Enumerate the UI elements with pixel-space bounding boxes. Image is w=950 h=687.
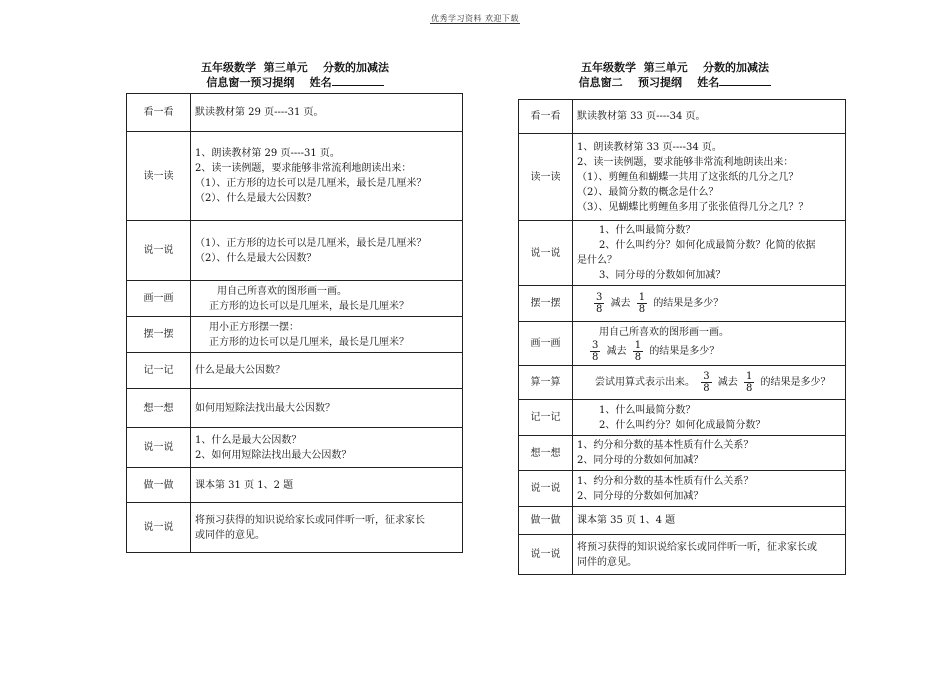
table-row <box>519 471 846 507</box>
row-label: 想一想 <box>127 389 191 428</box>
row-content: 1、约分和分数的基本性质有什么关系？ 2、同分母的分数如何加减？ <box>573 471 846 507</box>
table-row <box>519 322 846 366</box>
row-label: 看一看 <box>519 100 573 134</box>
name-blank <box>719 75 771 86</box>
row-content: 默读教材第 29 页----31 页。 <box>191 94 463 132</box>
row-label: 说一说 <box>519 221 573 286</box>
table-row <box>519 221 846 286</box>
table-row <box>127 281 463 317</box>
fraction-one-eighth: $\frac{1}{8}$ <box>634 339 642 363</box>
row-content: 将预习获得的知识说给家长或同伴听一听，征求家长或 同伴的意见。 <box>573 535 846 575</box>
row-content: 如何用短除法找出最大公因数？ <box>191 389 463 428</box>
row-content: 1、什么是最大公因数？ 2、如何用短除法找出最大公因数？ <box>191 428 463 468</box>
table-row <box>519 286 846 322</box>
table-row <box>127 353 463 389</box>
row-label: 摆一摆 <box>127 317 191 353</box>
row-content: 1、约分和分数的基本性质有什么关系？ 2、同分母的分数如何加减？ <box>573 436 846 471</box>
table-row <box>519 535 846 575</box>
row-label: 看一看 <box>127 94 191 132</box>
row-content: 1、什么叫最简分数？ 2、什么叫约分？如何化成最简分数？化简的依据 是什么？ 3、同分母的分数如何加减？ <box>573 221 846 286</box>
table-row <box>127 94 463 132</box>
row-content: 用自己所喜欢的图形画一画。 正方形的边长可以是几厘米，最长是几厘米？ <box>191 281 463 317</box>
table-row <box>519 436 846 471</box>
row-label: 说一说 <box>127 428 191 468</box>
left-subtitle: 信息窗一预习提纲 姓名 <box>130 75 460 90</box>
table-row <box>127 468 463 503</box>
row-label: 做一做 <box>127 468 191 503</box>
row-content: 课本第 31 页 1、2 题 <box>191 468 463 503</box>
left-heading <box>130 60 460 90</box>
right-subtitle: 信息窗二 预习提纲 姓名 <box>505 75 845 90</box>
right-outline-table <box>518 99 846 575</box>
table-row <box>127 317 463 353</box>
table-row <box>519 507 846 535</box>
row-label: 想一想 <box>519 436 573 471</box>
right-heading <box>505 60 845 90</box>
fraction-three-eighths: $\frac{3}{8}$ <box>703 371 710 394</box>
table-row <box>519 400 846 436</box>
row-content: 课本第 35 页 1、4 题 <box>573 507 846 535</box>
row-content: 1、什么叫最简分数？ 2、什么叫约分？如何化成最简分数？ <box>573 400 846 436</box>
table-row <box>127 389 463 428</box>
row-label: 画一画 <box>127 281 191 317</box>
right-title: 五年级数学 第三单元 分数的加减法 <box>581 61 769 74</box>
page-header-note: 优秀学习资料 欢迎下载 <box>430 14 520 23</box>
row-label: 画一画 <box>519 322 573 366</box>
row-label: 读一读 <box>127 132 191 221</box>
fraction-three-eighths: $\frac{3}{8}$ <box>592 339 599 363</box>
row-content: $\frac{3}{8}$ 减去 $\frac{1}{8}$ 的结果是多少？ <box>573 286 846 322</box>
table-row <box>127 428 463 468</box>
fraction-three-eighths: $\frac{3}{8}$ <box>596 292 603 315</box>
row-label: 算一算 <box>519 366 573 400</box>
row-label: 说一说 <box>519 471 573 507</box>
table-row <box>127 221 463 281</box>
fraction-one-eighth: $\frac{1}{8}$ <box>638 292 646 315</box>
row-content: 用小正方形摆一摆： 正方形的边长可以是几厘米，最长是几厘米？ <box>191 317 463 353</box>
table-row <box>127 503 463 553</box>
row-content: 将预习获得的知识说给家长或同伴听一听，征求家长 或同伴的意见。 <box>191 503 463 553</box>
row-content: 什么是最大公因数？ <box>191 353 463 389</box>
row-content: 用自己所喜欢的图形画一画。 $\frac{3}{8}$ 减去 $\frac{1}{8}$ 的结果是多少？ <box>573 322 846 366</box>
row-label: 说一说 <box>127 221 191 281</box>
table-row <box>519 100 846 134</box>
row-label: 摆一摆 <box>519 286 573 322</box>
fraction-one-eighth: $\frac{1}{8}$ <box>745 371 753 394</box>
left-outline-table <box>126 93 463 553</box>
row-label: 说一说 <box>127 503 191 553</box>
row-content: 1、朗读教材第 29 页----31 页。 2、读一读例题，要求能够非常流利地朗读出来： （1）、正方形的边长可以是几厘米，最长是几厘米？ （2）、什么是最大公因数？ <box>191 132 463 221</box>
table-row <box>127 132 463 221</box>
table-row <box>519 134 846 221</box>
row-content: 1、朗读教材第 33 页----34 页。 2、读一读例题，要求能够非常流利地朗读出来： （1）、剪鲤鱼和蝴蝶一共用了这张纸的几分之几？ （2）、最简分数的概念是什么？ （3）、见蝴蝶比剪鲤鱼多用了张张值得几分之几？？ <box>573 134 846 221</box>
row-label: 记一记 <box>519 400 573 436</box>
row-label: 做一做 <box>519 507 573 535</box>
row-content: （1）、正方形的边长可以是几厘米，最长是几厘米？ （2）、什么是最大公因数？ <box>191 221 463 281</box>
table-row <box>519 366 846 400</box>
row-content: 默读教材第 33 页----34 页。 <box>573 100 846 134</box>
row-label: 记一记 <box>127 353 191 389</box>
name-blank <box>332 75 384 86</box>
left-title: 五年级数学 第三单元 分数的加减法 <box>201 61 389 74</box>
row-label: 读一读 <box>519 134 573 221</box>
row-content: 尝试用算式表示出来。 $\frac{3}{8}$ 减去 $\frac{1}{8}$ 的结果是多少？ <box>573 366 846 400</box>
row-label: 说一说 <box>519 535 573 575</box>
